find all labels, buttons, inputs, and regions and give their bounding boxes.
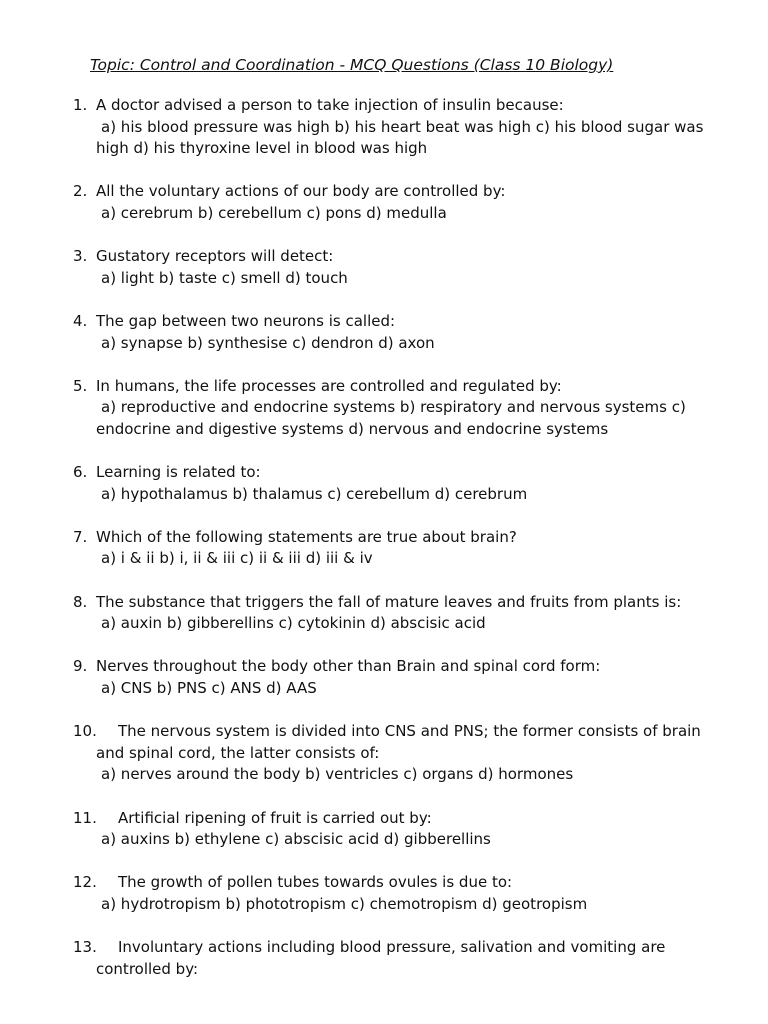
question-number: 4. xyxy=(73,311,88,330)
question-item xyxy=(0,937,768,980)
question-stem: The substance that triggers the fall of mature leaves and fruits from plants is: xyxy=(96,592,682,611)
question-number: 7. xyxy=(73,527,88,546)
question-number: 12. xyxy=(73,873,97,892)
question-item xyxy=(0,592,768,635)
question-stem: Nerves throughout the body other than Brain and spinal cord form: xyxy=(96,657,601,676)
question-item xyxy=(0,872,768,915)
question-options: a) synapse b) synthesise c) dendron d) axon xyxy=(101,333,435,352)
question-number: 13. xyxy=(73,938,97,957)
question-item xyxy=(0,311,768,354)
question-options: a) his blood pressure was high b) his heart beat was high c) his blood sugar was high d) his thyroxine level in blood was high xyxy=(96,117,704,158)
question-item xyxy=(0,808,768,851)
question-options: a) auxin b) gibberellins c) cytokinin d) abscisic acid xyxy=(101,614,486,633)
question-options: a) light b) taste c) smell d) touch xyxy=(101,268,348,287)
question-stem: Artificial ripening of fruit is carried out by: xyxy=(118,808,432,827)
question-number: 10. xyxy=(73,722,97,741)
question-options: a) CNS b) PNS c) ANS d) AAS xyxy=(101,679,317,698)
question-item xyxy=(0,462,768,505)
question-stem: Involuntary actions including blood pressure, salivation and vomiting are controlled by: xyxy=(96,938,666,978)
question-options: a) nerves around the body b) ventricles c) organs d) hormones xyxy=(101,765,574,784)
question-stem: Which of the following statements are true about brain? xyxy=(96,527,517,546)
question-options: a) hypothalamus b) thalamus c) cerebellum d) cerebrum xyxy=(101,484,528,503)
question-number: 5. xyxy=(73,376,88,395)
question-item xyxy=(0,527,768,570)
question-stem: The nervous system is divided into CNS and PNS; the former consists of brain and spinal cord, the latter consists of: xyxy=(96,722,701,762)
question-options: a) hydrotropism b) phototropism c) chemotropism d) geotropism xyxy=(101,894,588,913)
question-options: a) cerebrum b) cerebellum c) pons d) medulla xyxy=(101,203,447,222)
question-number: 11. xyxy=(73,808,97,827)
question-stem: In humans, the life processes are controlled and regulated by: xyxy=(96,376,562,395)
question-item xyxy=(0,721,768,786)
question-number: 9. xyxy=(73,657,88,676)
document-title: Topic: Control and Coordination - MCQ Questions (Class 10 Biology) xyxy=(90,56,614,74)
question-stem: The growth of pollen tubes towards ovules is due to: xyxy=(118,873,513,892)
question-number: 8. xyxy=(73,592,88,611)
question-item xyxy=(0,656,768,699)
question-item xyxy=(0,95,768,160)
question-options: a) i & ii b) i, ii & iii c) ii & iii d) iii & iv xyxy=(101,549,373,568)
question-number: 1. xyxy=(73,96,88,114)
question-stem: Learning is related to: xyxy=(96,463,261,482)
question-stem: A doctor advised a person to take injection of insulin because: xyxy=(96,96,564,114)
question-options: a) reproductive and endocrine systems b) respiratory and nervous systems c) endocrine and digestive systems d) nervous and endocrine systems xyxy=(96,398,686,438)
question-item xyxy=(0,246,768,289)
question-stem: Gustatory receptors will detect: xyxy=(96,247,334,266)
question-number: 6. xyxy=(73,463,88,482)
question-stem: The gap between two neurons is called: xyxy=(96,311,396,330)
question-number: 3. xyxy=(73,247,88,266)
question-options: a) auxins b) ethylene c) abscisic acid d) gibberellins xyxy=(101,830,491,849)
question-number: 2. xyxy=(73,182,88,201)
question-item xyxy=(0,376,768,441)
question-item xyxy=(0,181,768,224)
question-list xyxy=(0,95,768,1002)
question-stem: All the voluntary actions of our body are controlled by: xyxy=(96,182,506,201)
